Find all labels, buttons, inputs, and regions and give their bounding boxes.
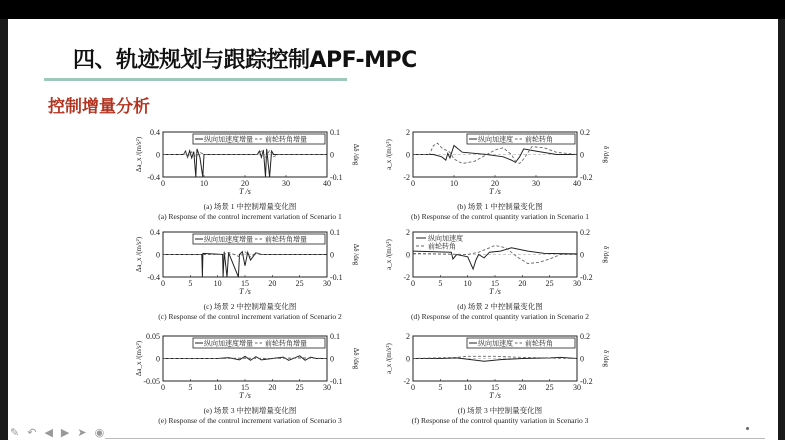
zoom-icon[interactable]: ◉ <box>94 426 105 439</box>
caption-en: (a) Response of the control increment variation of Scenario 1 <box>158 212 342 221</box>
x-tick-label: 30 <box>323 279 331 288</box>
caption-en: (b) Response of the control quantity variation in Scenario 1 <box>410 212 590 221</box>
y-tick-label: 0 <box>406 354 410 364</box>
chart-b <box>380 125 620 225</box>
legend-label: 纵向加速度 <box>428 234 463 243</box>
y2-tick-label: 0 <box>330 250 334 260</box>
y-tick-label: 0.05 <box>146 332 160 341</box>
y2-axis-label: δ /deg <box>602 145 610 164</box>
x-axis-label: T /s <box>239 391 251 400</box>
y-tick-label: 0 <box>406 150 410 160</box>
pen-icon[interactable]: ✎ <box>10 426 20 439</box>
caption-zh: (f) 场景 3 中控制量变化图 <box>457 406 543 415</box>
x-tick-label: 10 <box>463 279 472 288</box>
slide-subtitle: 控制增量分析 <box>48 97 150 117</box>
x-axis-label: T /s <box>239 287 251 296</box>
x-tick-label: 25 <box>545 383 554 392</box>
y-tick-label: 0 <box>156 150 160 160</box>
legend-label: 前轮转角增量 <box>265 135 307 144</box>
x-tick-label: 5 <box>438 279 443 288</box>
legend-label: 前轮转角 <box>428 242 456 251</box>
x-tick-label: 5 <box>188 383 193 392</box>
series-line-1 <box>413 248 577 269</box>
legend-label: 前轮转角增量 <box>265 339 307 348</box>
y2-tick-label: -0.1 <box>330 377 343 386</box>
x-tick-label: 20 <box>241 179 249 188</box>
legend-label: 前轮转角 <box>525 339 553 348</box>
y2-tick-label: -0.2 <box>580 377 593 386</box>
x-axis-label: T /s <box>489 287 501 296</box>
legend-label: 纵向加速度 <box>478 135 513 144</box>
series-line-1 <box>413 357 577 361</box>
top-bar <box>0 0 785 19</box>
x-tick-label: 10 <box>463 383 472 392</box>
y2-tick-label: 0.1 <box>330 128 340 137</box>
x-tick-label: 30 <box>323 383 331 392</box>
y-tick-label: 2 <box>406 128 410 137</box>
x-tick-label: 0 <box>161 383 165 392</box>
y2-tick-label: -0.2 <box>580 273 593 282</box>
caption-en: (c) Response of the control increment variation of Scenario 2 <box>158 312 342 321</box>
pointer-icon[interactable]: ➤ <box>77 426 87 439</box>
x-tick-label: 0 <box>411 179 415 188</box>
x-axis-label: T /s <box>489 391 501 400</box>
caption-zh: (a) 场景 1 中控制增量变化图 <box>203 202 297 211</box>
caption-zh: (d) 场景 2 中控制量变化图 <box>457 302 543 311</box>
y-tick-label: -2 <box>403 377 410 386</box>
x-tick-label: 0 <box>161 179 165 188</box>
y2-axis-label: Δδ /deg <box>352 143 360 166</box>
y2-tick-label: 0.2 <box>580 128 590 137</box>
y-axis-label: a_x /(m/s²) <box>385 139 393 170</box>
y2-tick-label: -0.2 <box>580 173 593 182</box>
y-tick-label: -2 <box>403 173 410 182</box>
x-tick-label: 10 <box>450 179 458 188</box>
x-axis-label: T /s <box>489 187 501 196</box>
prev-icon[interactable]: ◀ <box>44 426 53 439</box>
y2-tick-label: 0 <box>580 354 584 364</box>
x-tick-label: 25 <box>295 383 304 392</box>
x-tick-label: 30 <box>532 179 540 188</box>
y2-tick-label: -0.1 <box>330 173 343 182</box>
y-tick-label: 0 <box>156 354 160 364</box>
series-line-1 <box>163 252 327 277</box>
x-tick-label: 10 <box>213 383 222 392</box>
caption-en: (f) Response of the control quantity variation in Scenario 3 <box>411 416 589 425</box>
y2-tick-label: 0 <box>330 150 334 160</box>
y-axis-label: Δa_x /(m/s²) <box>135 340 143 377</box>
x-tick-label: 20 <box>491 179 499 188</box>
y2-tick-label: 0 <box>580 250 584 260</box>
x-tick-label: 0 <box>161 279 165 288</box>
legend-label: 纵向加速度增量 <box>204 339 253 348</box>
y-tick-label: -2 <box>403 273 410 282</box>
y-tick-label: 0.4 <box>150 228 160 237</box>
x-tick-label: 40 <box>573 179 581 188</box>
x-tick-label: 25 <box>545 279 554 288</box>
x-tick-label: 20 <box>518 383 527 392</box>
y2-axis-label: Δδ /deg <box>352 347 360 370</box>
legend-label: 纵向加速度 <box>478 339 513 348</box>
y2-tick-label: -0.1 <box>330 273 343 282</box>
x-tick-label: 40 <box>323 179 331 188</box>
y-tick-label: -0.4 <box>147 173 160 182</box>
y-tick-label: -0.05 <box>143 377 160 386</box>
x-tick-label: 15 <box>241 383 249 392</box>
undo-icon[interactable]: ↶ <box>27 426 37 439</box>
title-rule <box>44 78 347 81</box>
y2-tick-label: 0 <box>330 354 334 364</box>
caption-zh: (b) 场景 1 中控制量变化图 <box>457 202 543 211</box>
slide-title: 四、轨迹规划与跟踪控制APF-MPC <box>73 48 417 73</box>
legend-label: 前轮转角 <box>525 135 553 144</box>
series-line-1 <box>413 146 577 163</box>
y-tick-label: 2 <box>406 332 410 341</box>
series-line-1 <box>163 149 327 177</box>
y-tick-label: 0 <box>406 250 410 260</box>
y-axis-label: a_x /(m/s²) <box>385 343 393 374</box>
x-tick-label: 5 <box>438 383 443 392</box>
x-tick-label: 20 <box>518 279 527 288</box>
x-tick-label: 30 <box>573 383 581 392</box>
caption-en: (e) Response of the control increment variation of Scenario 3 <box>158 416 342 425</box>
caption-zh: (e) 场景 3 中控制增量变化图 <box>203 406 297 415</box>
x-tick-label: 15 <box>491 383 499 392</box>
y2-tick-label: 0.2 <box>580 228 590 237</box>
x-tick-label: 0 <box>411 383 415 392</box>
legend-label: 纵向加速度增量 <box>204 235 253 244</box>
x-tick-label: 25 <box>295 279 304 288</box>
x-tick-label: 15 <box>491 279 499 288</box>
x-tick-label: 10 <box>213 279 222 288</box>
y-axis-label: Δa_x /(m/s²) <box>135 236 143 273</box>
y-axis-label: Δa_x /(m/s²) <box>135 136 143 173</box>
legend-label: 前轮转角增量 <box>265 235 307 244</box>
x-tick-label: 20 <box>268 383 277 392</box>
chart-a <box>130 125 370 225</box>
x-tick-label: 5 <box>188 279 193 288</box>
presentation-toolbar <box>10 426 104 439</box>
legend-label: 纵向加速度增量 <box>204 135 253 144</box>
chart-f <box>380 329 620 429</box>
x-tick-label: 0 <box>411 279 415 288</box>
x-tick-label: 30 <box>282 179 290 188</box>
chart-c <box>130 225 370 325</box>
y2-tick-label: 0.2 <box>580 332 590 341</box>
caption-en: (d) Response of the control quantity variation in Scenario 2 <box>410 312 590 321</box>
x-tick-label: 10 <box>200 179 208 188</box>
y2-tick-label: 0.1 <box>330 332 340 341</box>
y-tick-label: 2 <box>406 228 410 237</box>
y-tick-label: -0.4 <box>147 273 160 282</box>
x-axis-label: T /s <box>239 187 251 196</box>
caption-zh: (c) 场景 2 中控制增量变化图 <box>203 302 297 311</box>
y-tick-label: 0 <box>156 250 160 260</box>
slide-indicator-dot <box>746 427 749 430</box>
y2-tick-label: 0 <box>580 150 584 160</box>
y2-axis-label: δ /deg <box>602 245 610 264</box>
progress-line <box>105 438 765 439</box>
x-tick-label: 15 <box>241 279 249 288</box>
x-tick-label: 30 <box>573 279 581 288</box>
y-axis-label: a_x /(m/s²) <box>385 239 393 270</box>
y2-axis-label: Δδ /deg <box>352 243 360 266</box>
series-line-2 <box>163 151 327 158</box>
next-icon[interactable]: ▶ <box>60 426 70 439</box>
y-tick-label: 0.4 <box>150 128 160 137</box>
chart-e <box>130 329 370 429</box>
y2-tick-label: 0.1 <box>330 228 340 237</box>
y2-axis-label: δ /deg <box>602 349 610 368</box>
x-tick-label: 20 <box>268 279 277 288</box>
chart-d <box>380 225 620 325</box>
